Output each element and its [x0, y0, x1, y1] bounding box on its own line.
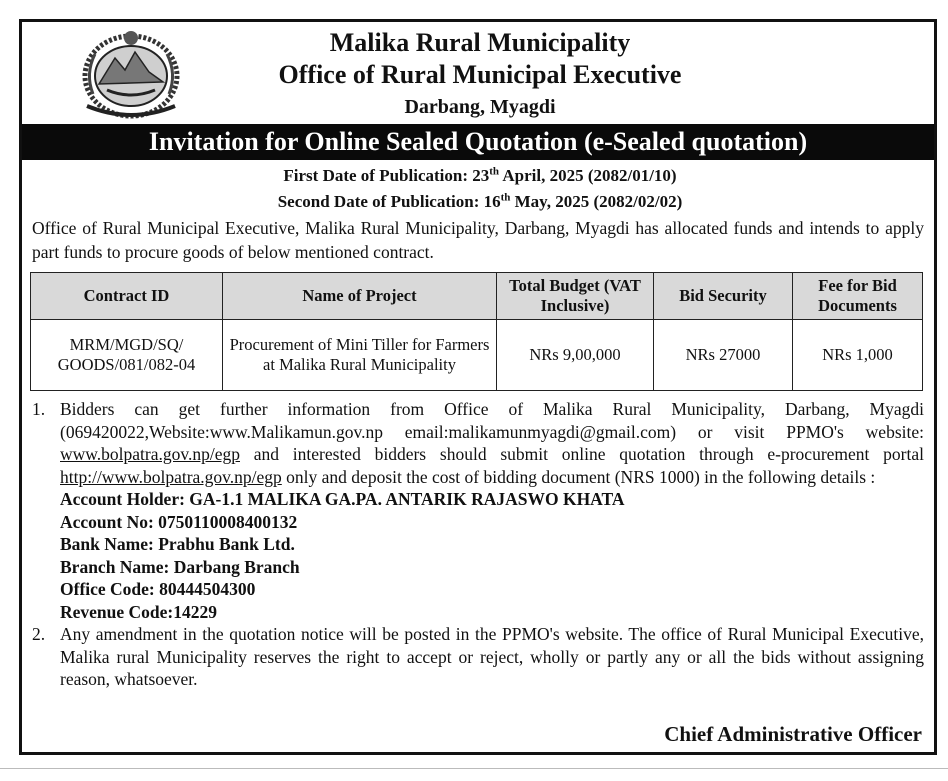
location: Darbang, Myagdi: [404, 96, 556, 118]
column-header: Total Budget (VAT Inclusive): [497, 273, 654, 320]
item-text: and interested bidders should submit online quotation through e-procurement portal: [239, 444, 924, 464]
table-cell: NRs 9,00,000: [497, 320, 654, 391]
item-number: 1.: [32, 399, 46, 419]
table-row: [31, 320, 923, 391]
divider: [0, 768, 948, 769]
item-text: only and deposit the cost of bidding document (NRS 1000) in the following details :: [281, 466, 876, 487]
item-number: 2.: [32, 624, 46, 644]
table-cell: NRs 1,000: [793, 320, 923, 391]
account-holder: Account Holder: GA-1.1 MALIKA GA.PA. ANTARIK RAJASWO KHATA: [60, 489, 625, 509]
second-publication-date: Second Date of Publication: 16th May, 2025 (2082/02/02): [277, 191, 683, 211]
list-item: [32, 623, 924, 691]
signature: Chief Administrative Officer: [664, 722, 922, 746]
instructions-list: [32, 398, 924, 691]
account-number: Account No: 0750110008400132: [60, 511, 298, 532]
branch-name: Branch Name: Darbang Branch: [60, 556, 300, 577]
table-cell: MRM/MGD/SQ/ GOODS/081/082-04: [31, 320, 223, 391]
table-header-row: [31, 273, 923, 320]
contract-table: [30, 272, 923, 391]
table-cell: Procurement of Mini Tiller for Farmers at Malika Rural Municipality: [223, 320, 497, 391]
list-item: [32, 398, 924, 623]
column-header: Fee for Bid Documents: [793, 273, 923, 320]
column-header: Bid Security: [654, 273, 793, 320]
office-name: Office of Rural Municipal Executive: [278, 60, 682, 89]
item-text: Bidders can get further information from Office of Malika Rural Municipality, Darbang, Myagdi (069420022,Website:www.Malikamun.gov.np email:malikamunmyagdi@gmail.com) or visit PPMO's website:: [60, 399, 924, 442]
bolpatra-portal-link[interactable]: http://www.bolpatra.gov.np/egp: [60, 466, 282, 487]
column-header: Contract ID: [31, 273, 223, 320]
bolpatra-link[interactable]: www.bolpatra.gov.np/egp: [60, 444, 240, 464]
office-code: Office Code: 80444504300: [60, 579, 256, 599]
org-name: Malika Rural Municipality: [329, 28, 631, 57]
nepal-emblem-icon: [77, 24, 185, 124]
first-publication-date: First Date of Publication: 23th April, 2025 (2082/01/10): [283, 165, 677, 185]
bank-name: Bank Name: Prabhu Bank Ltd.: [60, 534, 295, 554]
intro-paragraph: Office of Rural Municipal Executive, Malika Rural Municipality, Darbang, Myagdi has allocated funds and intends to apply part funds to procure goods of below mentioned contract.: [32, 218, 924, 262]
column-header: Name of Project: [223, 273, 497, 320]
table-cell: NRs 27000: [654, 320, 793, 391]
revenue-code: Revenue Code:14229: [60, 601, 217, 622]
notice-banner: Invitation for Online Sealed Quotation (e-Sealed quotation): [22, 124, 934, 160]
item-text: Any amendment in the quotation notice will be posted in the PPMO's website. The office of Rural Municipal Executive, Malika rural Municipality reserves the right to accept or reject, wholly or partly any or all the bids without assigning reason, whatsoever.: [60, 624, 924, 689]
